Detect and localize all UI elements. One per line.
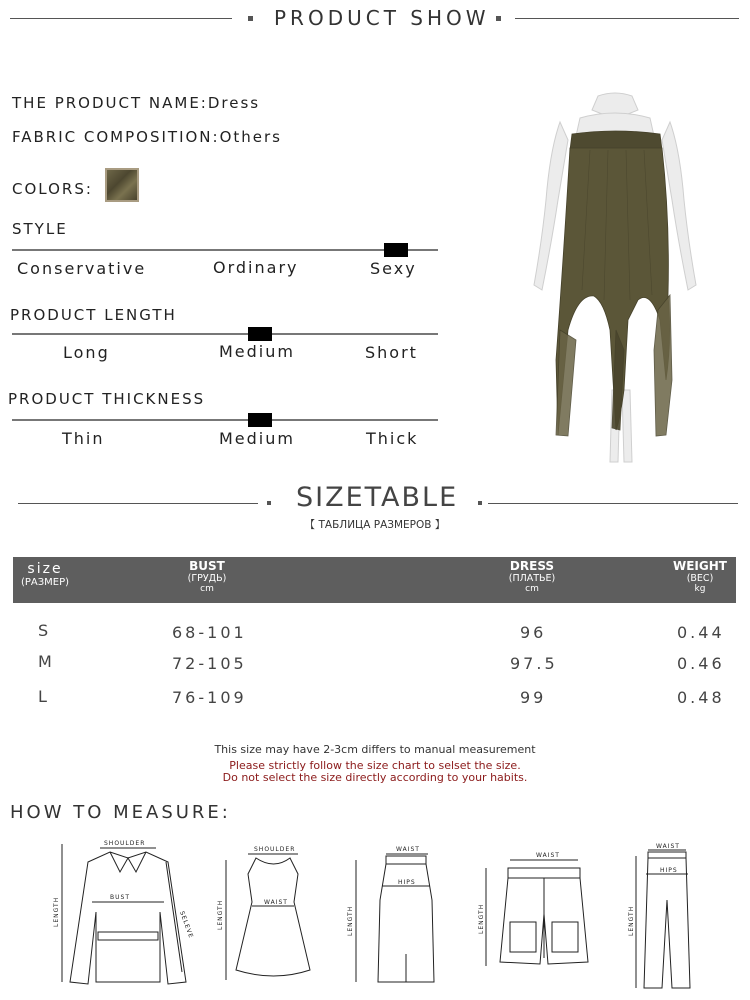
color-swatch[interactable]: [105, 168, 139, 202]
shorts-length-label: LENGTH: [478, 903, 485, 934]
jacket-diagram: [48, 832, 198, 992]
style-scale-line: [12, 249, 438, 251]
product-name-row: [12, 94, 260, 112]
cell-weight: 0.44: [677, 623, 725, 642]
thickness-title: PRODUCT THICKNESS: [8, 390, 206, 408]
sizetable-dot-left: [267, 501, 271, 505]
note-habits: Do not select the size directly according to your habits.: [222, 771, 528, 784]
how-to-measure-title: HOW TO MEASURE:: [10, 802, 231, 823]
cell-bust: 76-109: [172, 688, 247, 707]
jacket-bust-label: BUST: [110, 894, 130, 901]
pants-waist-label: WAIST: [656, 843, 680, 850]
length-label-long: Long: [63, 343, 110, 362]
sizetable-subtitle: 【 ТАБЛИЦА РАЗМЕРОВ 】: [304, 519, 446, 531]
col-size-sub: (РАЗМЕР): [20, 577, 70, 588]
sizetable-line-right: [488, 503, 738, 504]
product-show-title: PRODUCT SHOW: [274, 6, 490, 30]
cell-dress: 96: [520, 623, 547, 642]
product-photo: [520, 90, 710, 470]
skirt-hips-label: HIPS: [398, 879, 416, 886]
col-dress-unit: cm: [525, 584, 539, 594]
cell-dress: 99: [520, 688, 547, 707]
cell-weight: 0.48: [677, 688, 725, 707]
col-bust-header: [177, 559, 237, 594]
pants-hips-label: HIPS: [660, 867, 678, 874]
cell-size: S: [38, 621, 52, 640]
skirt-diagram: [342, 844, 442, 990]
col-bust-unit: cm: [200, 584, 214, 594]
pants-length-label: LENGTH: [628, 905, 635, 936]
sizetable-title: SIZETABLE: [296, 482, 459, 513]
thickness-label-medium: Medium: [219, 429, 295, 448]
product-name-label: THE PRODUCT NAME:: [12, 94, 208, 112]
cell-size: L: [38, 687, 50, 706]
col-bust-sub: (ГРУДЬ): [187, 573, 227, 584]
col-dress-main: DRESS: [509, 559, 555, 573]
style-label-ordinary: Ordinary: [213, 258, 299, 277]
header-line-left: [10, 18, 232, 19]
fabric-row: [12, 128, 282, 146]
col-dress-header: [497, 559, 567, 594]
dress-length-label: LENGTH: [217, 899, 224, 930]
length-marker: [248, 327, 272, 341]
note-follow-chart: Please strictly follow the size chart to selset the size.: [229, 759, 521, 772]
col-size-main: size: [27, 561, 63, 577]
thickness-label-thin: Thin: [62, 429, 105, 448]
length-label-short: Short: [365, 343, 418, 362]
dress-diagram: [212, 840, 322, 990]
dress-waist-label: WAIST: [264, 899, 288, 906]
colors-label: COLORS:: [12, 180, 93, 198]
thickness-label-thick: Thick: [366, 429, 419, 448]
length-scale-line: [12, 333, 438, 335]
col-bust-main: BUST: [189, 559, 225, 573]
jacket-shoulder-label: SHOULDER: [104, 840, 146, 847]
col-weight-sub: (ВЕС): [686, 573, 714, 584]
sizetable-line-left: [18, 503, 258, 504]
cell-weight: 0.46: [677, 654, 725, 673]
cell-dress: 97.5: [510, 654, 558, 673]
fabric-value: Others: [219, 128, 282, 146]
style-label-sexy: Sexy: [370, 259, 417, 278]
col-weight-unit: kg: [694, 584, 706, 594]
thickness-marker: [248, 413, 272, 427]
product-name-value: Dress: [207, 94, 261, 112]
sizetable-header: [13, 557, 736, 603]
col-weight-main: WEIGHT: [673, 559, 727, 573]
cell-bust: 68-101: [172, 623, 247, 642]
header-dot-right: [496, 16, 501, 21]
col-dress-sub: (ПЛАТЬЕ): [508, 573, 556, 584]
skirt-waist-label: WAIST: [396, 846, 420, 853]
shorts-diagram: [474, 848, 614, 972]
jacket-sleeve-label: SELEVE: [178, 910, 195, 940]
dress-shoulder-label: SHOULDER: [254, 846, 296, 853]
fabric-label: FABRIC COMPOSITION:: [12, 128, 220, 146]
header-line-right: [515, 18, 739, 19]
note-measurement: This size may have 2-3cm differs to manual measurement: [214, 743, 536, 756]
shorts-waist-label: WAIST: [536, 852, 560, 859]
dress: [556, 131, 672, 436]
length-label-medium: Medium: [219, 342, 295, 361]
style-label-conservative: Conservative: [17, 259, 147, 278]
length-title: PRODUCT LENGTH: [10, 306, 177, 324]
style-marker: [384, 243, 408, 257]
jacket-length-label: LENGTH: [53, 896, 60, 927]
col-weight-header: [668, 559, 732, 594]
style-title: STYLE: [12, 220, 68, 238]
col-size-header: [13, 561, 77, 588]
header-dot-left: [248, 16, 253, 21]
pants-diagram: [624, 840, 704, 994]
skirt-length-label: LENGTH: [347, 905, 354, 936]
cell-size: M: [38, 652, 55, 671]
thickness-scale-line: [12, 419, 438, 421]
cell-bust: 72-105: [172, 654, 247, 673]
sizetable-dot-right: [478, 501, 482, 505]
